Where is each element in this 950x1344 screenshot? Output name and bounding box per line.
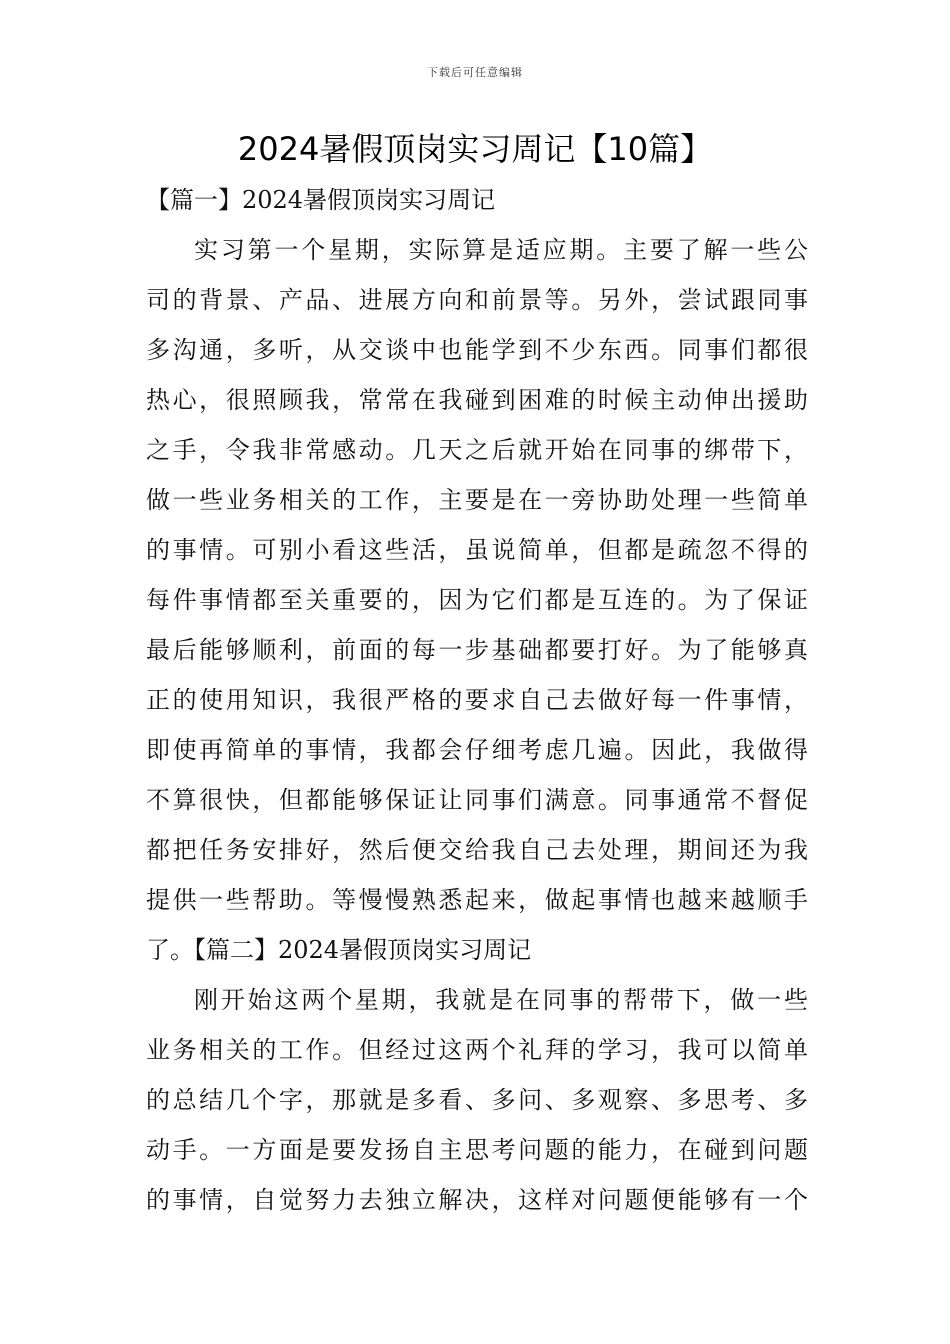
document-title: 2024暑假顶岗实习周记【10篇】: [237, 130, 713, 168]
paragraph-line: 的事情。可别小看这些活，虽说简单，但都是疏忽不得的: [146, 536, 808, 564]
paragraph-line: 提供一些帮助。等慢慢熟悉起来，做起事情也越来越顺手: [146, 886, 808, 914]
page-header: 下载后可任意编辑: [427, 66, 523, 79]
paragraph-line: 动手。一方面是要发扬自主思考问题的能力，在碰到问题: [146, 1136, 808, 1164]
paragraph-line: 多沟通，多听，从交谈中也能学到不少东西。同事们都很: [146, 336, 808, 364]
paragraph-line: 最后能够顺利，前面的每一步基础都要打好。为了能够真: [146, 636, 808, 664]
paragraph-line: 之手，令我非常感动。几天之后就开始在同事的绑带下，: [146, 436, 808, 464]
paragraph-line: 的事情，自觉努力去独立解决，这样对问题便能够有一个: [146, 1186, 808, 1214]
paragraph-line: 都把任务安排好，然后便交给我自己去处理，期间还为我: [146, 836, 808, 864]
section-heading-2: 了。【篇二】2024暑假顶岗实习周记: [146, 936, 532, 964]
document-body: [146, 177, 808, 1227]
paragraph-line: 热心，很照顾我，常常在我碰到困难的时候主动伸出援助: [146, 386, 808, 414]
paragraph-line: 业务相关的工作。但经过这两个礼拜的学习，我可以简单: [146, 1036, 808, 1064]
paragraph-line: 司的背景、产品、进展方向和前景等。另外，尝试跟同事: [146, 286, 808, 314]
paragraph-line: 不算很快，但都能够保证让同事们满意。同事通常不督促: [146, 786, 808, 814]
paragraph-line: 实习第一个星期，实际算是适应期。主要了解一些公: [194, 236, 808, 264]
paragraph-line: 做一些业务相关的工作，主要是在一旁协助处理一些简单: [146, 486, 808, 514]
paragraph-line: 即使再简单的事情，我都会仔细考虑几遍。因此，我做得: [146, 736, 808, 764]
paragraph-line: 正的使用知识，我很严格的要求自己去做好每一件事情，: [146, 686, 808, 714]
paragraph-line: 刚开始这两个星期，我就是在同事的帮带下，做一些: [194, 986, 808, 1014]
section-heading-1: 【篇一】2024暑假顶岗实习周记: [146, 186, 496, 214]
paragraph-line: 的总结几个字，那就是多看、多问、多观察、多思考、多: [146, 1086, 808, 1114]
paragraph-line: 每件事情都至关重要的，因为它们都是互连的。为了保证: [146, 586, 808, 614]
